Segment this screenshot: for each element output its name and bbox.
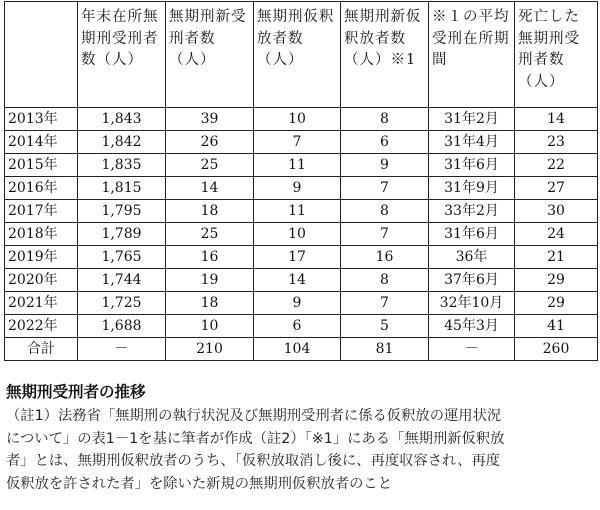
parolees-cell: 14	[254, 269, 341, 292]
avg-term-cell: 32年10月	[429, 292, 515, 315]
year-cell: 2022年	[5, 315, 78, 338]
deaths-cell: 29	[515, 292, 598, 315]
table-row	[5, 108, 598, 131]
deaths-cell: 41	[515, 315, 598, 338]
total-new-inmates: 210	[166, 338, 254, 361]
new-inmates-cell: 18	[166, 200, 254, 223]
deaths-cell: 30	[515, 200, 598, 223]
table-row	[5, 315, 598, 338]
in-prison-cell: 1,789	[78, 223, 166, 246]
parolees-cell: 10	[254, 108, 341, 131]
life-sentence-table	[4, 1, 598, 361]
deaths-cell: 21	[515, 246, 598, 269]
deaths-cell: 27	[515, 177, 598, 200]
table-row	[5, 246, 598, 269]
table-row	[5, 200, 598, 223]
parolees-cell: 7	[254, 131, 341, 154]
total-deaths: 260	[515, 338, 598, 361]
in-prison-cell: 1,843	[78, 108, 166, 131]
year-cell: 2017年	[5, 200, 78, 223]
parolees-cell: 10	[254, 223, 341, 246]
in-prison-cell: 1,688	[78, 315, 166, 338]
new-inmates-cell: 26	[166, 131, 254, 154]
parolees-cell: 17	[254, 246, 341, 269]
total-parolees: 104	[254, 338, 341, 361]
avg-term-cell: 31年6月	[429, 154, 515, 177]
new-inmates-cell: 18	[166, 292, 254, 315]
footnote-line: 仮釈放を許された者」を除いた新規の無期刑仮釈放者のこと	[6, 475, 393, 492]
footnote-line: 者」とは、無期刑仮釈放者のうち、「仮釈放取消し後に、再度収容され、再度	[6, 453, 501, 470]
new-inmates-cell: 19	[166, 269, 254, 292]
avg-term-cell: 31年9月	[429, 177, 515, 200]
deaths-cell: 22	[515, 154, 598, 177]
new-inmates-cell: 16	[166, 246, 254, 269]
in-prison-cell: 1,725	[78, 292, 166, 315]
new-parolees-cell: 8	[341, 108, 429, 131]
new-parolees-cell: 6	[341, 131, 429, 154]
parolees-cell: 9	[254, 177, 341, 200]
new-inmates-cell: 25	[166, 223, 254, 246]
header-deaths: 死亡した無期刑受刑者数（人）	[515, 2, 598, 108]
avg-term-cell: 31年4月	[429, 131, 515, 154]
new-parolees-cell: 9	[341, 154, 429, 177]
total-avg-term: －	[429, 338, 515, 361]
new-inmates-cell: 14	[166, 177, 254, 200]
new-inmates-cell: 25	[166, 154, 254, 177]
in-prison-cell: 1,842	[78, 131, 166, 154]
total-in-prison: －	[78, 338, 166, 361]
year-cell: 2013年	[5, 108, 78, 131]
header-cell-empty	[5, 2, 78, 108]
header-new-parolees: 無期刑新仮釈放者数（人）※1	[341, 2, 429, 108]
new-parolees-cell: 8	[341, 269, 429, 292]
deaths-cell: 14	[515, 108, 598, 131]
in-prison-cell: 1,795	[78, 200, 166, 223]
year-cell: 2020年	[5, 269, 78, 292]
total-row	[5, 338, 598, 361]
new-parolees-cell: 16	[341, 246, 429, 269]
year-cell: 2021年	[5, 292, 78, 315]
avg-term-cell: 31年6月	[429, 223, 515, 246]
avg-term-cell: 37年6月	[429, 269, 515, 292]
in-prison-cell: 1,765	[78, 246, 166, 269]
in-prison-cell: 1,744	[78, 269, 166, 292]
parolees-cell: 6	[254, 315, 341, 338]
new-parolees-cell: 5	[341, 315, 429, 338]
parolees-cell: 11	[254, 200, 341, 223]
new-parolees-cell: 7	[341, 223, 429, 246]
year-cell: 2015年	[5, 154, 78, 177]
new-parolees-cell: 7	[341, 292, 429, 315]
table-row	[5, 292, 598, 315]
new-inmates-cell: 39	[166, 108, 254, 131]
footnote-line: （註1）法務省「無期刑の執行状況及び無期刑受刑者に係る仮釈放の運用状況	[6, 408, 502, 424]
avg-term-cell: 45年3月	[429, 315, 515, 338]
year-cell: 2019年	[5, 246, 78, 269]
new-parolees-cell: 7	[341, 177, 429, 200]
table-row	[5, 131, 598, 154]
new-inmates-cell: 10	[166, 315, 254, 338]
parolees-cell: 11	[254, 154, 341, 177]
deaths-cell: 29	[515, 269, 598, 292]
header-parolees: 無期刑仮釈放者数（人）	[254, 2, 341, 108]
header-in-prison: 年末在所無期刑受刑者数（人）	[78, 2, 166, 108]
avg-term-cell: 36年	[429, 246, 515, 269]
footnote-line: について」の表1－1を基に筆者が作成（註2）「※1」にある「無期刑新仮釈放	[6, 430, 505, 447]
parolees-cell: 9	[254, 292, 341, 315]
avg-term-cell: 31年2月	[429, 108, 515, 131]
new-parolees-cell: 8	[341, 200, 429, 223]
header-new-inmates: 無期刑新受刑者数（人）	[166, 2, 254, 108]
year-cell: 2018年	[5, 223, 78, 246]
table-row	[5, 154, 598, 177]
in-prison-cell: 1,835	[78, 154, 166, 177]
year-cell: 2016年	[5, 177, 78, 200]
table-caption: 無期刑受刑者の推移	[6, 383, 146, 401]
footnotes	[6, 405, 596, 495]
avg-term-cell: 33年2月	[429, 200, 515, 223]
table-row	[5, 269, 598, 292]
year-cell: 2014年	[5, 131, 78, 154]
header-avg-term: ※１の平均受刑在所期間	[429, 2, 515, 108]
table-row	[5, 223, 598, 246]
total-label: 合計	[5, 338, 78, 361]
table-row	[5, 177, 598, 200]
in-prison-cell: 1,815	[78, 177, 166, 200]
deaths-cell: 23	[515, 131, 598, 154]
total-new-parolees: 81	[341, 338, 429, 361]
table-header-row	[5, 2, 598, 108]
deaths-cell: 24	[515, 223, 598, 246]
